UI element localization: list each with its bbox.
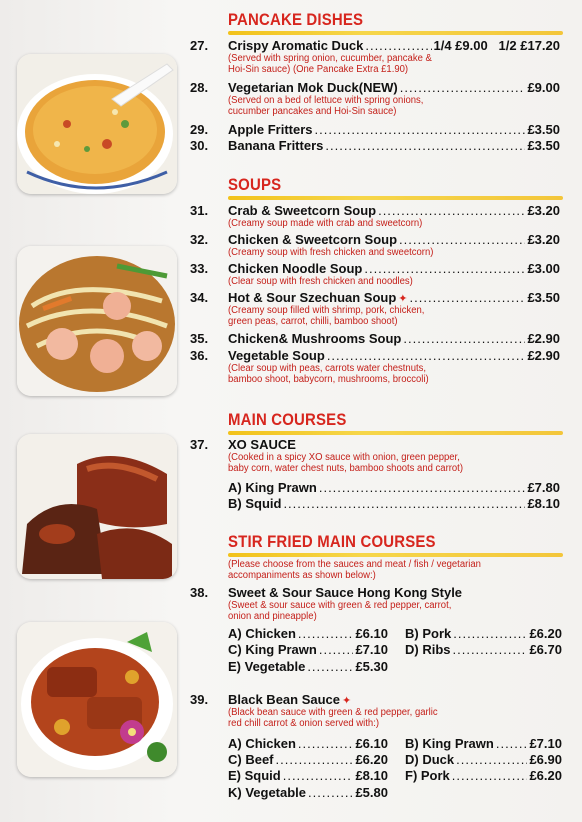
dot-leader [403, 331, 525, 346]
dot-leader [298, 626, 354, 641]
item-number: 28. [190, 80, 209, 95]
chili-pepper-icon: ✦ [342, 695, 352, 707]
option-king-prawn [228, 480, 560, 495]
item-price: £2.90 [527, 348, 560, 363]
dot-leader [327, 348, 526, 363]
item-number: 38. [190, 585, 209, 600]
item-description: (Served with spring onion, cucumber, pancake & Hoi-Sin sauce) (One Pancake Extra £1.90) [228, 53, 432, 75]
option-pork [405, 768, 562, 783]
item-name: Apple Fritters [228, 122, 313, 137]
section-title-stir-fried: STIR FRIED MAIN COURSES [228, 532, 436, 551]
dot-leader [496, 736, 528, 751]
dot-leader [315, 122, 526, 137]
dot-leader [283, 768, 354, 783]
item-number: 31. [190, 203, 209, 218]
option-label: D) Duck [405, 752, 455, 767]
option-price: £6.10 [355, 626, 388, 641]
item-number: 30. [190, 138, 209, 153]
dot-leader [308, 785, 353, 800]
dot-leader [378, 203, 525, 218]
option-ribs [405, 642, 562, 657]
item-line [228, 261, 560, 277]
item-description: (Black bean sauce with green & red pepper, garlic red chill carrot & onion served with:) [228, 707, 438, 729]
section-divider [228, 31, 563, 35]
item-description: (Clear soup with peas, carrots water chestnuts, bamboo shoot, babycorn, mushrooms, broccoli) [228, 363, 429, 385]
option-pork [405, 626, 562, 641]
item-number: 37. [190, 437, 209, 452]
option-king-prawn [228, 642, 388, 657]
dot-leader [319, 642, 354, 657]
dot-leader [399, 232, 525, 247]
dot-leader [410, 290, 526, 305]
dot-leader [453, 626, 527, 641]
dot-leader [365, 38, 431, 53]
option-label: E) Squid [228, 768, 281, 783]
option-price: £6.10 [355, 736, 388, 751]
item-description: (Creamy soup filled with shrimp, pork, chicken, green peas, carrot, chilli, bamboo shoot) [228, 305, 425, 327]
item-price: 1/4 £9.00 1/2 £17.20 [433, 38, 560, 53]
option-price: £6.20 [529, 626, 562, 641]
section-divider [228, 196, 563, 200]
item-name: XO SAUCE [228, 437, 296, 452]
item-number: 35. [190, 331, 209, 346]
option-price: £5.30 [355, 659, 388, 674]
item-line [228, 290, 560, 306]
option-label: B) Pork [405, 626, 452, 641]
option-king-prawn [405, 736, 562, 751]
option-label: B) King Prawn [405, 736, 494, 751]
option-vegetable [228, 785, 388, 800]
item-description: (Clear soup with fresh chicken and noodles) [228, 276, 413, 287]
item-line [228, 80, 560, 96]
section-title-pancake-dishes: PANCAKE DISHES [228, 10, 364, 29]
option-label: K) Vegetable [228, 785, 307, 800]
item-line [228, 232, 560, 248]
item-line [228, 138, 560, 154]
option-price: £8.10 [527, 496, 560, 511]
option-duck [405, 752, 562, 767]
dot-leader [307, 659, 353, 674]
item-line [228, 437, 560, 453]
item-line [228, 692, 560, 708]
item-number: 27. [190, 38, 209, 53]
dot-leader [364, 261, 525, 276]
item-price: £3.50 [527, 122, 560, 137]
dot-leader [276, 752, 354, 767]
option-label: E) Vegetable [228, 659, 306, 674]
item-number: 34. [190, 290, 209, 305]
soup-bowl-photo [17, 54, 177, 194]
item-name: Chicken Noodle Soup [228, 261, 363, 276]
option-label: A) Chicken [228, 736, 296, 751]
item-name: Crab & Sweetcorn Soup [228, 203, 377, 218]
option-label: A) King Prawn [228, 480, 317, 495]
dot-leader [453, 642, 528, 657]
chili-pepper-icon: ✦ [398, 293, 408, 305]
option-label: D) Ribs [405, 642, 451, 657]
item-line [228, 122, 560, 138]
option-beef [228, 752, 388, 767]
item-name: Vegetarian Mok Duck(NEW) [228, 80, 398, 95]
item-line [228, 585, 560, 601]
dot-leader [400, 80, 526, 95]
item-number: 32. [190, 232, 209, 247]
item-name: Vegetable Soup [228, 348, 325, 363]
item-price: £9.00 [527, 80, 560, 95]
option-label: F) Pork [405, 768, 450, 783]
option-price: £6.20 [355, 752, 388, 767]
prawn-noodle-photo [17, 246, 177, 396]
option-price: £6.20 [529, 768, 562, 783]
ribs-photo [17, 434, 177, 579]
option-label: C) King Prawn [228, 642, 317, 657]
item-name: Sweet & Sour Sauce Hong Kong Style [228, 585, 463, 600]
item-number: 29. [190, 122, 209, 137]
item-description: (Cooked in a spicy XO sauce with onion, green pepper, baby corn, water chest nuts, bamboo shoots and carrot) [228, 452, 463, 474]
item-description: (Served on a bed of lettuce with spring onions, cucumber pancakes and Hoi-Sin sauce) [228, 95, 424, 117]
section-title-soups: SOUPS [228, 175, 282, 194]
item-description: (Creamy soup made with crab and sweetcorn) [228, 218, 423, 229]
item-description: (Sweet & sour sauce with green & red pepper, carrot, onion and pineapple) [228, 600, 452, 622]
dot-leader [452, 768, 528, 783]
duck-dish-photo [17, 622, 177, 777]
option-price: £6.90 [529, 752, 562, 767]
item-price: £3.50 [527, 290, 560, 305]
dot-leader [298, 736, 354, 751]
item-price: £3.20 [527, 232, 560, 247]
dot-leader [283, 496, 525, 511]
option-label: A) Chicken [228, 626, 296, 641]
dot-leader [319, 480, 526, 495]
dot-leader [325, 138, 525, 153]
option-chicken [228, 626, 388, 641]
option-label: B) Squid [228, 496, 282, 511]
option-squid [228, 768, 388, 783]
item-number: 39. [190, 692, 209, 707]
section-note: (Please choose from the sauces and meat / fish / vegetarian accompaniments as shown below:) [228, 559, 481, 581]
option-price: £7.10 [355, 642, 388, 657]
item-name: Hot & Sour Szechuan Soup [228, 290, 397, 305]
section-title-main-courses: MAIN COURSES [228, 410, 347, 429]
item-price: £3.00 [527, 261, 560, 276]
item-name: Black Bean Sauce [228, 692, 341, 707]
item-line [228, 203, 560, 219]
option-label: C) Beef [228, 752, 274, 767]
item-line [228, 331, 560, 347]
option-price: £5.80 [355, 785, 388, 800]
item-name: Chicken & Sweetcorn Soup [228, 232, 398, 247]
option-price: £8.10 [355, 768, 388, 783]
item-line [228, 348, 560, 364]
dot-leader [456, 752, 527, 767]
item-name: Chicken& Mushrooms Soup [228, 331, 402, 346]
option-chicken [228, 736, 388, 751]
option-squid [228, 496, 560, 511]
section-divider [228, 553, 563, 557]
item-number: 33. [190, 261, 209, 276]
option-price: £7.10 [529, 736, 562, 751]
item-description: (Creamy soup with fresh chicken and sweetcorn) [228, 247, 434, 258]
item-line [228, 38, 560, 54]
item-number: 36. [190, 348, 209, 363]
section-divider [228, 431, 563, 435]
item-price: £2.90 [527, 331, 560, 346]
item-price: £3.50 [527, 138, 560, 153]
item-price: £3.20 [527, 203, 560, 218]
option-price: £6.70 [529, 642, 562, 657]
option-price: £7.80 [527, 480, 560, 495]
option-vegetable [228, 659, 388, 674]
item-name: Crispy Aromatic Duck [228, 38, 364, 53]
item-name: Banana Fritters [228, 138, 324, 153]
